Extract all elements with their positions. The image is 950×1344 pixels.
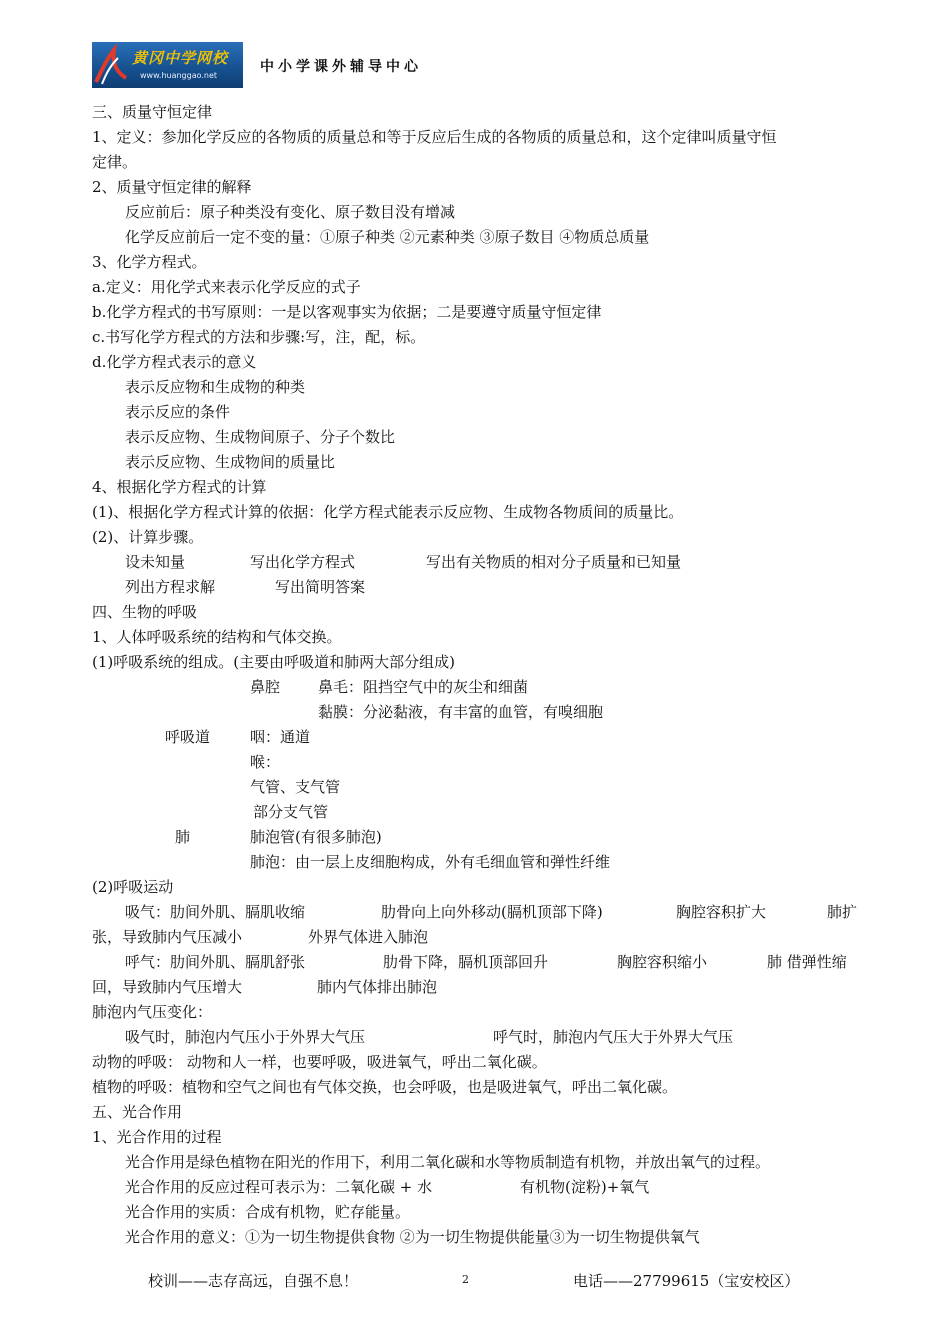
inhale-text: 肺扩 <box>827 903 858 921</box>
section-title-5: 五、光合作用 <box>92 1103 183 1121</box>
center-name: 中小学课外辅导中心 <box>260 59 422 75</box>
exhale-text: 呼气：肋间外肌、膈肌舒张 <box>125 953 306 971</box>
text-line: 4、根据化学方程式的计算 <box>92 478 267 496</box>
tree-node: 肺 <box>175 828 191 846</box>
inhale-text: 张，导致肺内气压减小 <box>92 928 243 946</box>
tree-node: 肺泡管(有很多肺泡) <box>250 828 382 846</box>
text-line: 表示反应物和生成物的种类 <box>125 378 306 396</box>
exhale-text: 肺 借弹性缩 <box>767 953 847 971</box>
pressure-text: 吸气时，肺泡内气压小于外界大气压 <box>125 1028 366 1046</box>
section-title-4: 四、生物的呼吸 <box>92 603 198 621</box>
text-line: 有机物(淀粉)+氧气 <box>520 1178 650 1196</box>
text-line: 3、化学方程式。 <box>92 253 207 271</box>
text-line: 表示反应物、生成物间的质量比 <box>125 453 336 471</box>
tree-node: 喉： <box>250 753 281 771</box>
text-line: 2、质量守恒定律的解释 <box>92 178 252 196</box>
tree-node: 鼻毛：阻挡空气中的灰尘和细菌 <box>318 678 529 696</box>
tree-node: 鼻腔 <box>250 678 281 696</box>
text-line: 1、光合作用的过程 <box>92 1128 222 1146</box>
text-line: a.定义：用化学式来表示化学反应的式子 <box>92 278 361 296</box>
text-line: 光合作用的意义：①为一切生物提供食物 ②为一切生物提供能量③为一切生物提供氧气 <box>125 1228 700 1246</box>
text-line: 植物的呼吸：植物和空气之间也有气体交换，也会呼吸，也是吸进氧气，呼出二氧化碳。 <box>92 1078 678 1096</box>
tree-node: 黏膜：分泌黏液，有丰富的血管，有嗅细胞 <box>318 703 604 721</box>
inhale-text: 外界气体进入肺泡 <box>308 928 429 946</box>
text-line: 光合作用的反应过程可表示为：二氧化碳 + 水 <box>125 1178 433 1196</box>
text-line: 反应前后：原子种类没有变化、原子数目没有增减 <box>125 203 456 221</box>
text-line: 定律。 <box>92 153 138 171</box>
step-text: 列出方程求解 <box>125 578 216 596</box>
pressure-text: 呼气时，肺泡内气压大于外界大气压 <box>493 1028 734 1046</box>
exhale-text: 肋骨下降，膈机顶部回升 <box>383 953 549 971</box>
text-line: d.化学方程式表示的意义 <box>92 353 257 371</box>
footer-motto: 校训——志存高远，自强不息！ <box>148 1272 359 1290</box>
inhale-text: 肋骨向上向外移动(膈机顶部下降) <box>381 903 603 921</box>
text-line: 光合作用的实质：合成有机物，贮存能量。 <box>125 1203 411 1221</box>
text-line: 动物的呼吸： 动物和人一样，也要呼吸，吸进氧气，呼出二氧化碳。 <box>92 1053 547 1071</box>
text-line: 光合作用是绿色植物在阳光的作用下，利用二氧化碳和水等物质制造有机物，并放出氧气的过程。 <box>125 1153 771 1171</box>
section-title-3: 三、质量守恒定律 <box>92 103 213 121</box>
tree-node: 部分支气管 <box>253 803 329 821</box>
text-line: 表示反应物、生成物间原子、分子个数比 <box>125 428 396 446</box>
tree-node: 气管、支气管 <box>250 778 341 796</box>
tree-node: 咽：通道 <box>250 728 311 746</box>
exhale-text: 肺内气体排出肺泡 <box>317 978 438 996</box>
footer-phone: 电话——27799615（宝安校区） <box>573 1272 800 1290</box>
step-text: 写出有关物质的相对分子质量和已知量 <box>426 553 682 571</box>
exhale-text: 回，导致肺内气压增大 <box>92 978 243 996</box>
tree-node: 呼吸道 <box>165 728 211 746</box>
text-line: (2)、计算步骤。 <box>92 528 204 546</box>
logo-swoosh-icon <box>92 42 132 88</box>
text-line: 化学反应前后一定不变的量：①原子种类 ②元素种类 ③原子数目 ④物质总质量 <box>125 228 650 246</box>
logo-url: www.huanggao.net <box>140 71 218 80</box>
text-line: 表示反应的条件 <box>125 403 231 421</box>
text-line: c.书写化学方程式的方法和步骤:写，注，配，标。 <box>92 328 426 346</box>
text-line: (1)呼吸系统的组成。(主要由呼吸道和肺两大部分组成) <box>92 653 455 671</box>
step-text: 写出简明答案 <box>275 578 366 596</box>
inhale-text: 胸腔容积扩大 <box>676 903 767 921</box>
school-logo <box>92 42 243 88</box>
text-line: (1)、根据化学方程式计算的依据：化学方程式能表示反应物、生成物各物质间的质量比。 <box>92 503 684 521</box>
text-line: 1、定义：参加化学反应的各物质的质量总和等于反应后生成的各物质的质量总和，这个定律叫质量守恒 <box>92 128 777 146</box>
step-text: 写出化学方程式 <box>250 553 356 571</box>
tree-node: 肺泡：由一层上皮细胞构成，外有毛细血管和弹性纤维 <box>250 853 611 871</box>
text-line: (2)呼吸运动 <box>92 878 174 896</box>
page-number: 2 <box>462 1273 469 1286</box>
inhale-text: 吸气：肋间外肌、膈肌收缩 <box>125 903 306 921</box>
text-line: 1、人体呼吸系统的结构和气体交换。 <box>92 628 342 646</box>
exhale-text: 胸腔容积缩小 <box>617 953 708 971</box>
text-line: b.化学方程式的书写原则：一是以客观事实为依据；二是要遵守质量守恒定律 <box>92 303 602 321</box>
step-text: 设未知量 <box>125 553 186 571</box>
logo-text: 黄冈中学网校 <box>132 49 229 67</box>
text-line: 肺泡内气压变化： <box>92 1003 213 1021</box>
